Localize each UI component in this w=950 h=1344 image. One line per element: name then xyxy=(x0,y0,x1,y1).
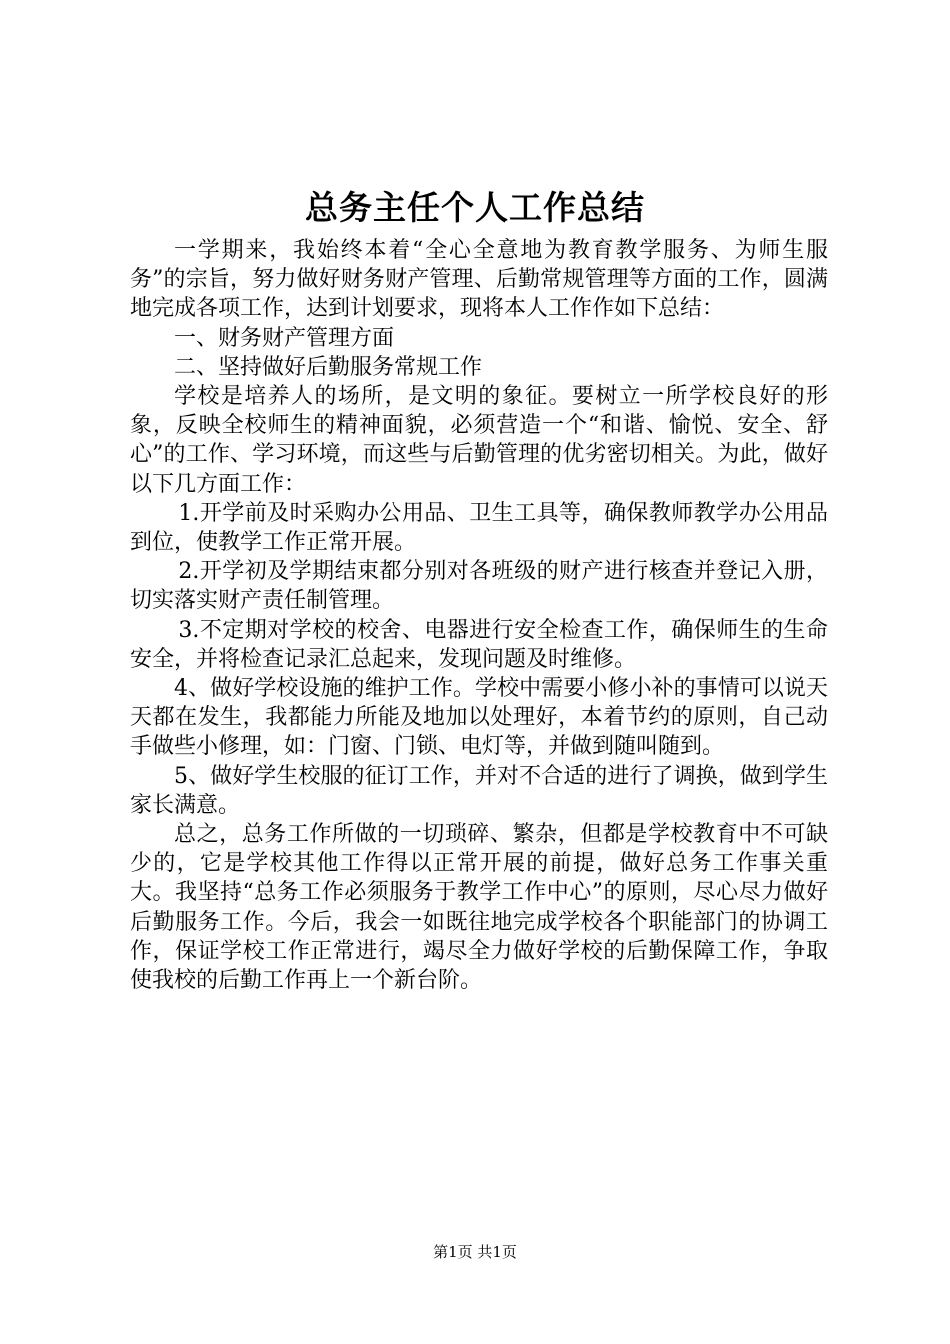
paragraph-intro: 一学期来，我始终本着“全心全意地为教育教学服务、为师生服务”的宗旨，努力做好财务财产管理、后勤常规管理等方面的工作，圆满地完成各项工作，达到计划要求，现将本人工作作如下总结： xyxy=(130,238,828,322)
list-item-5: 5、做好学生校服的征订工作，并对不合适的进行了调换，做到学生家长满意。 xyxy=(130,763,828,818)
page-footer: 第1页 共1页 xyxy=(433,1243,517,1261)
section-heading-logistics: 二、坚持做好后勤服务常规工作 xyxy=(174,354,483,380)
list-item-4: 4、做好学校设施的维护工作。学校中需要小修小补的事情可以说天天都在发生，我都能力所能及地加以处理好，本着节约的原则，自己动手做些小修理，如：门窗、门锁、电灯等，并做到随叫随到。 xyxy=(130,676,828,760)
paragraph-conclusion: 总之，总务工作所做的一切琐碎、繁杂，但都是学校教育中不可缺少的，它是学校其他工作得以正常开展的前提，做好总务工作事关重大。我坚持“总务工作必须服务于教学工作中心”的原则，尽心尽力做好后勤服务工作。今后，我会一如既往地完成学校各个职能部门的协调工作，保证学校工作正常进行，竭尽全力做好学校的后勤保障工作，争取使我校的后勤工作再上一个新台阶。 xyxy=(130,822,828,994)
list-item-3: 3.不定期对学校的校舍、电器进行安全检查工作，确保师生的生命安全，并将检查记录汇总起来，发现问题及时维修。 xyxy=(130,617,828,672)
list-item-1: 1.开学前及时采购办公用品、卫生工具等，确保教师教学办公用品到位，使教学工作正常开展。 xyxy=(130,500,828,556)
paragraph-school-image: 学校是培养人的场所，是文明的象征。要树立一所学校良好的形象，反映全校师生的精神面貌，必须营造一个“和谐、愉悦、安全、舒心”的工作、学习环境，而这些与后勤管理的优劣密切相关。为此，做好以下几方面工作： xyxy=(130,384,828,497)
document-title: 总务主任个人工作总结 xyxy=(305,188,645,227)
document-body xyxy=(130,236,828,995)
list-item-2: 2.开学初及学期结束都分别对各班级的财产进行核查并登记入册，切实落实财产责任制管理。 xyxy=(130,559,828,614)
section-heading-finance: 一、财务财产管理方面 xyxy=(174,325,395,351)
